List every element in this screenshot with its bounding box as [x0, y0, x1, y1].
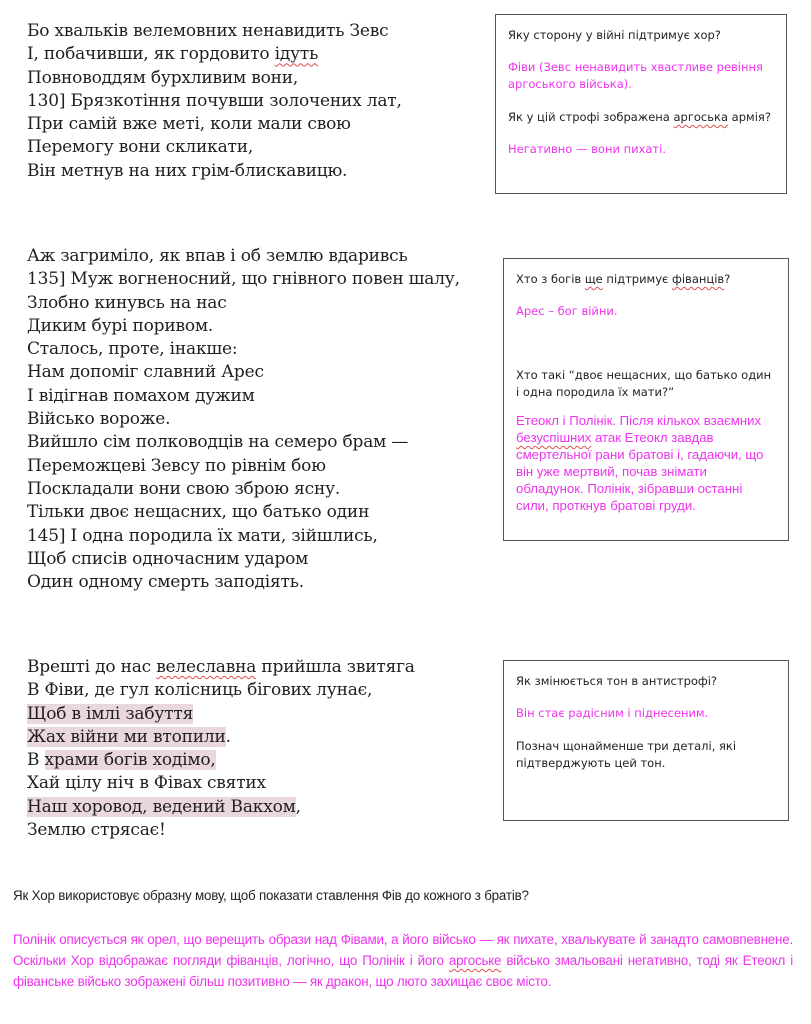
poem-line [27, 43, 402, 66]
spellcheck-word[interactable]: велеславна [156, 657, 257, 677]
question-text-part: армія? [728, 110, 771, 124]
poem-line: 135] Муж вогненосний, що гнівного повен шалу, [27, 269, 460, 290]
poem-line: Щоб списів одночасним ударом [27, 548, 309, 569]
spellcheck-word[interactable]: безуспішних [516, 430, 592, 445]
poem-line: Він метнув на них грім-блискавицю. [27, 160, 348, 181]
highlighted-text: Жах війни ми втопили [27, 726, 226, 747]
answer-text-part: Полінік описується як орел, що верещить образи над Фівами, а його військо — як пихате, хвалькувате й занадто самовпевнене. Оскільки Хор відображає погляди фіванців, логічно, що Полінік і його [13, 932, 793, 968]
poem-line [27, 656, 415, 679]
poem-line [27, 796, 415, 819]
question-text: Хто такі “двоє нещасних, що батько один і одна породила їх мати?” [516, 368, 772, 399]
question-text-part: Як у цій строфі зображена [508, 110, 674, 124]
highlighted-text: Наш хоровод, ведений Вакхом [27, 796, 296, 817]
poem-stanza-3 [27, 656, 415, 842]
spellcheck-word[interactable]: аргоське [448, 953, 502, 968]
poem-line: Аж загриміло, як впав і об землю вдаривсь [27, 246, 408, 266]
question-text: Яку сторону у війні підтримує хор? [508, 28, 721, 42]
poem-line: Перемогу вони скликати, [27, 137, 254, 158]
poem-line [27, 703, 415, 726]
answer-text-part: Етеокл і Полінік. Після кількох взаємних [516, 413, 762, 428]
poem-line: І відігнав помахом дужим [27, 385, 255, 406]
question-text-part: підтримує [602, 272, 673, 286]
poem-line: Бо хвальків велемовних ненавидить Зевс [27, 21, 389, 41]
question-text: Як змінюється тон в антистрофі? [516, 674, 718, 688]
answer-text: Він стає радісним і піднесеним. [516, 706, 709, 720]
final-answer [13, 929, 793, 992]
poem-line: Хай цілу ніч в Фівах святих [27, 773, 266, 794]
poem-line: Військо вороже. [27, 409, 171, 430]
poem-line: Злобно кинувсь на нас [27, 292, 227, 313]
poem-stanza-1 [27, 20, 402, 183]
poem-line: Диким бурі поривом. [27, 315, 214, 336]
poem-line: При самій вже меті, коли мали свою [27, 114, 351, 135]
question-text-part: ? [724, 272, 731, 286]
answer-text [516, 412, 776, 514]
highlighted-text: Щоб в імлі забуття [27, 703, 194, 724]
poem-line: 130] Брязкотіння почувши золочених лат, [27, 90, 402, 111]
question-text [516, 271, 776, 288]
answer-text-part: атак Етеокл завдав смертельної рани братові і, гадаючи, що він уже мертвий, почав знімати обладунок. Полінік, зібравши останні сили, проткнув братові груди. [516, 430, 764, 513]
spellcheck-word[interactable]: ідуть [274, 44, 319, 65]
poem-line: Один одному смерть заподіять. [27, 572, 304, 593]
question-box-3 [503, 660, 789, 821]
poem-line-text: прийшла звитяга [256, 657, 415, 677]
poem-line [27, 749, 415, 772]
poem-line: Сталось, проте, інакше: [27, 339, 238, 360]
highlighted-text: храми богів ходімо, [44, 750, 216, 771]
answer-text: Арес – бог війни. [516, 304, 618, 318]
question-text-part: Хто з богів [516, 272, 585, 286]
question-box-2 [503, 258, 789, 541]
question-box-1 [495, 14, 787, 194]
poem-line: Тільки двоє нещасних, що батько один [27, 502, 370, 523]
poem-line-text: Врешті до нас [27, 657, 157, 677]
poem-line: Повноводдям бурхливим вони, [27, 67, 299, 88]
answer-text: Негативно — вони пихаті. [508, 142, 666, 156]
poem-stanza-2 [27, 245, 460, 594]
poem-line-text: В [27, 750, 45, 771]
poem-line: Переможцеві Зевсу по рівнім бою [27, 455, 326, 476]
spellcheck-word[interactable]: фіванців [672, 272, 725, 286]
poem-line: Поскладали вони свою зброю ясну. [27, 478, 341, 499]
final-question: Як Хор використовує образну мову, щоб показати ставлення Фів до кожного з братів? [13, 888, 529, 903]
poem-line: Землю стрясає! [27, 820, 166, 841]
poem-line-text: І, побачивши, як гордовито [27, 44, 275, 65]
poem-line: Нам допоміг славний Арес [27, 362, 264, 383]
answer-text: Фіви (Зевс ненавидить хвастливе ревіння аргоського війська). [508, 60, 763, 91]
poem-line: Вийшло сім полководців на семеро брам — [27, 432, 409, 453]
poem-line: В Фіви, де гул колісниць бігових лунає, [27, 680, 373, 701]
poem-line: 145] І одна породила їх мати, зійшлись, [27, 525, 378, 546]
question-text: Познач щонайменше три деталі, які підтверджують цей тон. [516, 739, 737, 770]
spellcheck-word[interactable]: ще [584, 272, 603, 286]
spellcheck-word[interactable]: аргоська [673, 110, 729, 124]
answer-text-part: військо змальовані негативно, тоді як Етеокл і фіванське військо зображені більш позитивно — як дракон, що люто захищає своє місто. [13, 953, 793, 989]
poem-line [27, 726, 415, 749]
poem-line-text: . [225, 726, 231, 747]
question-text [508, 109, 774, 126]
poem-line-text: , [295, 796, 301, 817]
